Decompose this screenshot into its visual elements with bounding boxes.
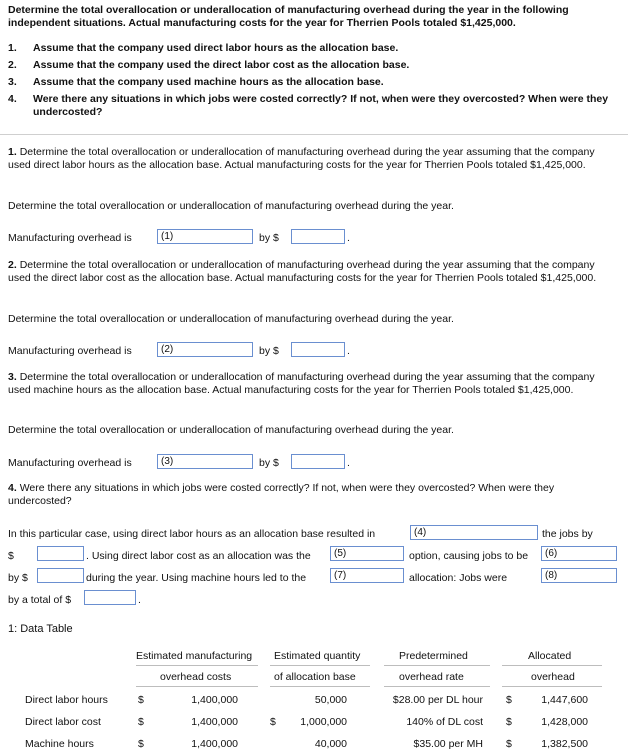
currency-symbol: $ [506, 716, 512, 728]
during-year-text: during the year. Using machine hours led to the [86, 572, 307, 584]
option-causing-text: option, causing jobs to be [409, 550, 529, 562]
col-header: of allocation base [274, 671, 356, 683]
header-rule [384, 665, 490, 666]
allocation-jobs-text: allocation: Jobs were [409, 572, 508, 584]
header-rule [136, 686, 258, 687]
amount-input-c[interactable] [84, 590, 136, 605]
period: . [347, 457, 350, 469]
period: . [347, 232, 350, 244]
allocated-overhead: 1,447,600 [541, 694, 588, 706]
currency-symbol: $ [138, 738, 144, 750]
estimated-cost: 1,400,000 [191, 738, 238, 750]
col-header: overhead costs [160, 671, 232, 683]
intro-item-text: Assume that the company used the direct labor cost as the allocation base. [33, 59, 410, 71]
intro-item-num: 1. [8, 42, 17, 54]
overhead-label: Manufacturing overhead is [8, 457, 132, 469]
estimated-quantity: 1,000,000 [300, 716, 347, 728]
estimated-quantity: 50,000 [314, 694, 347, 706]
by-total-text: by a total of $ [8, 594, 72, 606]
intro-text: Determine the total overallocation or underallocation of manufacturing overhead during the year in the following independent situations. Actual manufacturing costs for the year for Therrien Pools totaled $1,425,000. [8, 4, 569, 29]
by-dollar-text: by $ [8, 572, 28, 584]
part-question: 1. Determine the total overallocation or underallocation of manufacturing overhead during the year assuming that the company used direct labor hours as the allocation base. Actual manufacturing costs for the year for Therrien Pools totaled $1,425,000. [8, 146, 595, 171]
col-header: Estimated manufacturing [136, 650, 253, 662]
allocated-overhead: 1,382,500 [541, 738, 588, 750]
currency-symbol: $ [270, 716, 276, 728]
predetermined-rate: 140% of DL cost [406, 716, 483, 728]
header-rule [270, 665, 370, 666]
select-5[interactable]: (5) [330, 546, 404, 561]
period: . [347, 345, 350, 357]
currency-symbol: $ [138, 716, 144, 728]
select-7[interactable]: (7) [330, 568, 404, 583]
data-table-title: 1: Data Table [8, 623, 73, 635]
predetermined-rate: $35.00 per MH [413, 738, 483, 750]
select-4[interactable]: (4) [410, 525, 538, 540]
estimated-cost: 1,400,000 [191, 694, 238, 706]
intro-item-text: Assume that the company used machine hours as the allocation base. [33, 76, 384, 88]
header-rule [270, 686, 370, 687]
part4-line1-text: In this particular case, using direct labor hours as an allocation base resulted in [8, 528, 376, 540]
part-question: 2. Determine the total overallocation or underallocation of manufacturing overhead during the year assuming that the company used the direct labor cost as the allocation base. Actual manufacturing costs for the year for Therrien Pools totaled $1,425,000. [8, 259, 597, 284]
currency-symbol: $ [506, 738, 512, 750]
header-rule [136, 665, 258, 666]
col-header: Predetermined [399, 650, 468, 662]
estimated-cost: 1,400,000 [191, 716, 238, 728]
estimated-quantity: 40,000 [314, 738, 347, 750]
dollar-sign: $ [8, 550, 14, 562]
intro-item-text: Assume that the company used direct labor hours as the allocation base. [33, 42, 399, 54]
part-question: 3. Determine the total overallocation or underallocation of manufacturing overhead during the year assuming that the company used machine hours as the allocation base. Actual manufacturing costs for the year for Therrien Pools totaled $1,425,000. [8, 371, 595, 396]
intro-item-num: 4. [8, 93, 17, 105]
header-rule [502, 686, 602, 687]
overhead-amount-input[interactable] [291, 454, 345, 469]
header-rule [502, 665, 602, 666]
section-divider [0, 134, 628, 135]
overhead-amount-input[interactable] [291, 229, 345, 244]
part-instruction: Determine the total overallocation or underallocation of manufacturing overhead during the year. [8, 424, 454, 436]
intro-item-text: Were there any situations in which jobs were costed correctly? If not, when were they overcosted? When were they undercosted? [33, 93, 609, 118]
intro-item-num: 2. [8, 59, 17, 71]
allocation-base: Direct labor hours [25, 694, 108, 706]
allocation-base: Direct labor cost [25, 716, 101, 728]
intro-item-num: 3. [8, 76, 17, 88]
allocated-overhead: 1,428,000 [541, 716, 588, 728]
allocation-base: Machine hours [25, 738, 94, 750]
currency-symbol: $ [506, 694, 512, 706]
col-header: overhead [531, 671, 575, 683]
amount-input-a[interactable] [37, 546, 84, 561]
by-dollar-label: by $ [259, 457, 279, 469]
overhead-label: Manufacturing overhead is [8, 345, 132, 357]
overhead-direction-select[interactable]: (3) [157, 454, 253, 469]
by-dollar-label: by $ [259, 345, 279, 357]
using-dlc-text: . Using direct labor cost as an allocation was the [86, 550, 311, 562]
part-instruction: Determine the total overallocation or underallocation of manufacturing overhead during the year. [8, 200, 454, 212]
overhead-direction-select[interactable]: (1) [157, 229, 253, 244]
overhead-amount-input[interactable] [291, 342, 345, 357]
by-dollar-label: by $ [259, 232, 279, 244]
period: . [138, 594, 141, 606]
part-question: 4. Were there any situations in which jobs were costed correctly? If not, when were they overcosted? When were they undercosted? [8, 482, 555, 507]
amount-input-b[interactable] [37, 568, 84, 583]
select-8[interactable]: (8) [541, 568, 617, 583]
col-header: Estimated quantity [274, 650, 361, 662]
col-header: Allocated [528, 650, 572, 662]
currency-symbol: $ [138, 694, 144, 706]
the-jobs-by-text: the jobs by [542, 528, 593, 540]
overhead-label: Manufacturing overhead is [8, 232, 132, 244]
overhead-direction-select[interactable]: (2) [157, 342, 253, 357]
part-instruction: Determine the total overallocation or underallocation of manufacturing overhead during the year. [8, 313, 454, 325]
predetermined-rate: $28.00 per DL hour [392, 694, 483, 706]
col-header: overhead rate [399, 671, 464, 683]
header-rule [384, 686, 490, 687]
select-6[interactable]: (6) [541, 546, 617, 561]
